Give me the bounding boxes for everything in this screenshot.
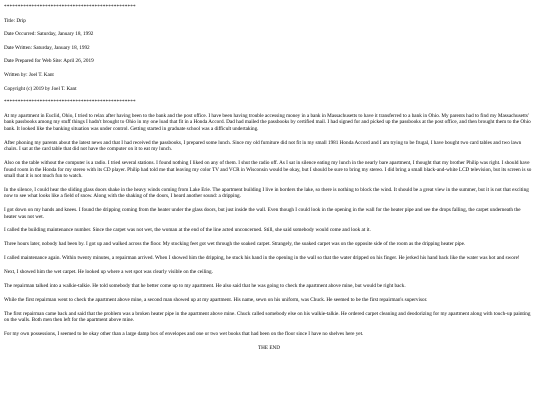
- date-prepared: Date Prepared for Web Site: April 26, 2019: [4, 58, 94, 65]
- paragraph: After phoning my parents about the latest news and that I had received the passbooks, I prepared some lunch. Since my old furniture did not fit in my small 1981 Honda Accord and I am trying to be frugal, I have bought two card tables and two lawn chairs. I sat at the card table that did not have the computer on it to eat my lunch.: [4, 139, 522, 153]
- top-separator: ************************************************: [4, 4, 136, 10]
- paragraph: The repairman talked into a walkie-talkie. He told somebody that he better come up to my apartment. He also said that he was going to check the apartment above mine, but would be right back.: [4, 283, 406, 290]
- paragraph: The first repairman came back and said that the problem was a broken heater pipe in the apartment above mine. Chuck called somebody else on his walkie-talkie. He ordered carpet cleaning and deodorizing for my apartment along with touch-up painting on the walls. Both men then left for the apartment above mine.: [4, 310, 531, 324]
- the-end: THE END: [257, 345, 281, 352]
- paragraph: In the silence, I could hear the sliding glass doors shake in the heavy winds coming from Lake Erie. The apartment building I live in borders the lake, so there is nothing to block the wind. It should be a great view in the summer, but it is not that exciting now to see what looks like a field of snow. Along with the shaking of the doors, I heard another sound: a dripping.: [4, 186, 529, 200]
- author: Written by: Joel T. Kant: [4, 71, 54, 78]
- document: [4, 4, 534, 352]
- bottom-separator: ************************************************: [4, 99, 136, 106]
- paragraph: For my own possessions, I seemed to be okay other than a large damp box of envelopes and one or two wet books that had been on the floor since I have no shelves here yet.: [4, 331, 364, 338]
- copyright: Copyright (c) 2019 by Joel T. Kant: [4, 85, 77, 92]
- story-metadata: [4, 18, 534, 92]
- story-title: Title: Drip: [4, 17, 26, 24]
- story-body: [4, 113, 534, 338]
- paragraph: At my apartment in Euclid, Ohio, I tried to relax after having been to the bank and the post office. I have been having trouble accessing money in a bank in Massachusetts to have it transferred to a bank in Ohio. My parents had to find my Massachusetts' bank passbooks among my stuff things I hadn't brought to Ohio in my one load that fit in a Honda Accord. Dad had mailed the passbooks by certified mail. I had signed for and picked up the passbooks at the post office, and then brought them to the Ohio bank. It looked like the banking situation was under control. Getting started in graduate school was a difficult undertaking.: [4, 113, 531, 132]
- paragraph: I called maintenance again. Within twenty minutes, a repairman arrived. When I showed him the dripping, he stuck his hand in the opening in the wall so that the water dripped on his finger. He jerked his hand back like the water was hot and swore!: [4, 255, 520, 262]
- date-written: Date Written: Saturday, January 18, 1992: [4, 44, 90, 51]
- paragraph: I got down on my hands and knees. I found the dripping coming from the heater under the glass doors, but just inside the wall. Even though I could look in the opening in the wall for the heater pipe and see the drops falling, the carpet underneath the heater was not wet.: [4, 207, 521, 220]
- paragraph: I called the building maintenance number. Since the carpet was not wet, the woman at the end of the line acted unconcerned. Still, she said somebody would come and look at it.: [4, 227, 371, 234]
- paragraph: While the first repairman went to check the apartment above mine, a second man showed up at my apartment. His name, sewn on his uniform, was Chuck. He seemed to be the first repairman's supervisor.: [4, 296, 428, 303]
- paragraph: Three hours later, nobody had been by. I got up and walked across the floor. My stocking feet got wet through the soaked carpet. Strangely, the soaked carpet was on the opposite side of the room as the dripping heater pipe.: [4, 241, 466, 248]
- date-occurred: Date Occurred: Saturday, January 18, 1992: [4, 31, 94, 38]
- paragraph: Also on the table without the computer is a radio. I tried several stations. I found nothing I liked on any of them. I shut the radio off. As I sat in silence eating my lunch in the nearly bare apartment, I thought that my brother Philip was right. I should have found room in the Honda for my stereo with its CD player. Philip had told me that leaving my color TV and VCR in Wisconsin would be okay, but I should be sure to bring my stereo. I did bring a small black-and-white LCD television, but its screen is so small that it is not much fun to watch.: [4, 160, 532, 179]
- paragraph: Next, I showed him the wet carpet. He looked up where a wet spot was clearly visible on the ceiling.: [4, 269, 213, 276]
